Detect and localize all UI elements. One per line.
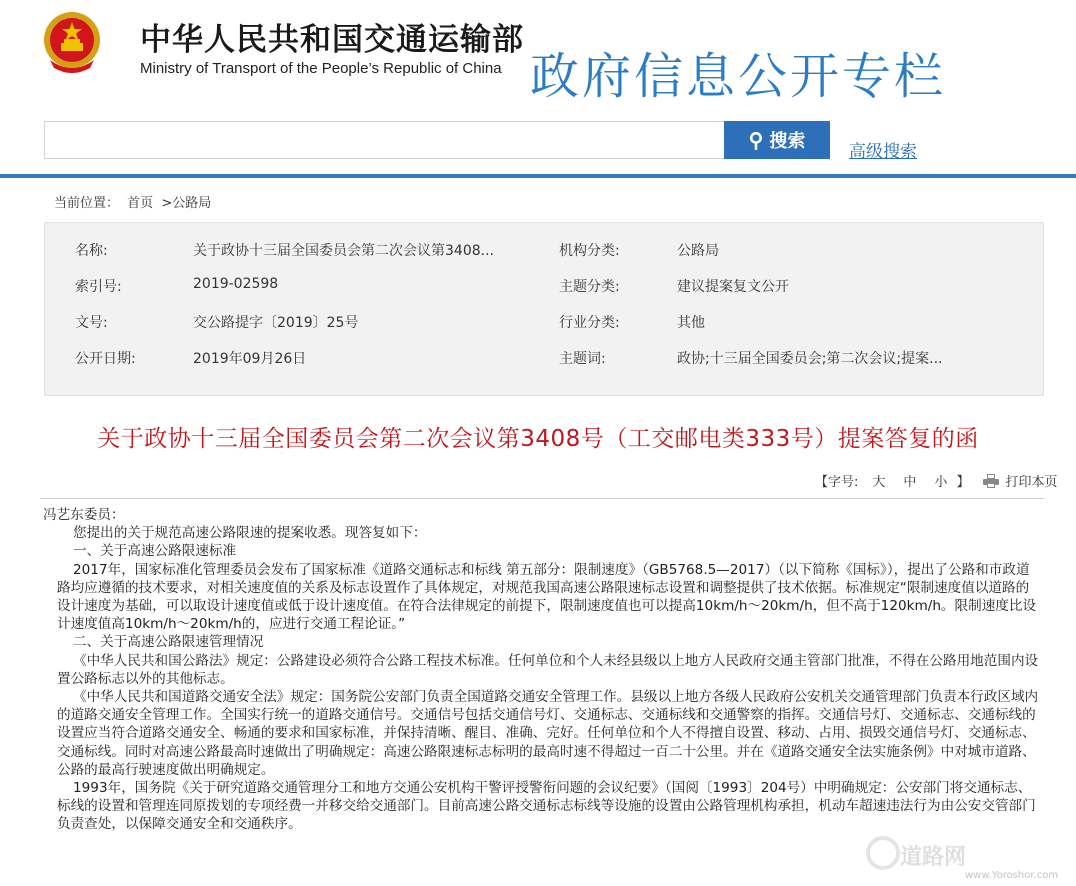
- watermark-text: 道路网: [900, 845, 967, 870]
- meta-date-label: 公开日期:: [75, 351, 136, 367]
- ministry-name-cn: 中华人民共和国交通运输部: [140, 22, 524, 58]
- meta-date-value: 2019年09月26日: [193, 351, 307, 367]
- font-size-small-button[interactable]: 小: [934, 475, 948, 490]
- meta-keywords-label: 主题词:: [559, 351, 606, 367]
- meta-topic-value: 建议提案复文公开: [677, 279, 789, 295]
- search-input[interactable]: [44, 121, 725, 159]
- meta-docno-label: 文号:: [75, 315, 108, 331]
- header-divider: [0, 174, 1076, 178]
- national-emblem-icon: [42, 10, 102, 74]
- font-size-medium-button[interactable]: 中: [903, 475, 917, 490]
- print-page-link[interactable]: 打印本页: [1005, 475, 1058, 490]
- body-paragraph: 2017年，国家标准化管理委员会发布了国家标准《道路交通标志和标线 第五部分：限制速度》（GB5768.5—2017）（以下简称《国标》），提出了公路和市政道路均应遵循的技术要求，对相关速度值的关系及标志设置作了具体规定，对规范我国高速公路限速标志设置和调整提供了技术依据。标准规定“限制速度值以道路的设计速度为基础，可以取设计速度值或低于设计速度值。在符合法律规定的前提下，限制速度值也可以提高10km/h～20km/h，但不高于120km/h。限制速度比设计速度值高10km/h～20km/h的，应进行交通工程论证。”: [57, 561, 1037, 633]
- ministry-name-en: Ministry of Transport of the People’s Republic of China: [140, 60, 502, 77]
- breadcrumb-current[interactable]: >公路局: [161, 196, 212, 211]
- meta-org-label: 机构分类:: [559, 243, 620, 259]
- meta-docno-value: 交公路提字〔2019〕25号: [193, 315, 359, 331]
- search-icon: ⚲: [748, 129, 764, 152]
- meta-topic-label: 主题分类:: [559, 279, 620, 295]
- breadcrumb: [54, 192, 215, 211]
- printer-icon[interactable]: [983, 474, 999, 488]
- advanced-search-link[interactable]: 高级搜索: [849, 142, 917, 162]
- meta-name-label: 名称:: [75, 243, 108, 259]
- search-button[interactable]: [724, 121, 830, 159]
- font-size-label: 【字号:: [815, 475, 859, 490]
- body-paragraph: 《中华人民共和国道路交通安全法》规定：国务院公安部门负责全国道路交通安全管理工作。县级以上地方各级人民政府公安机关交通管理部门负责本行政区域内的道路交通安全管理工作。全国实行统一的道路交通信号。交通信号包括交通信号灯、交通标志、交通标线和交通警察的指挥。交通信号灯、交通标志、交通标线的设置应当符合道路交通安全、畅通的要求和国家标准，并保持清晰、醒目、准确、完好。任何单位和个人不得擅自设置、移动、占用、损毁交通信号灯、交通标志、交通标线。同时对高速公路最高时速做出了明确规定：高速公路限速标志标明的最高时速不得超过一百二十公里。并在《道路交通安全法实施条例》中对城市道路、公路的最高行驶速度做出明确规定。: [57, 689, 1039, 778]
- document-title: 关于政协十三届全国委员会第二次会议第3408号（工交邮电类333号）提案答复的函: [97, 426, 979, 452]
- watermark-url: www.Yoroshor.com: [965, 870, 1059, 881]
- salutation: 冯艺东委员：: [43, 507, 125, 523]
- section-heading: 一、关于高速公路限速标准: [73, 543, 237, 560]
- document-body: [43, 506, 1040, 834]
- font-size-close: 】: [956, 475, 970, 490]
- font-size-large-button[interactable]: 大: [872, 475, 886, 490]
- meta-org-value: 公路局: [677, 243, 719, 259]
- meta-name-value: 关于政协十三届全国委员会第二次会议第3408...: [193, 243, 494, 259]
- breadcrumb-label: 当前位置：: [54, 196, 120, 211]
- meta-index-value: 2019-02598: [193, 276, 279, 292]
- watermark-logo-icon: [866, 836, 900, 870]
- meta-index-label: 索引号:: [75, 279, 122, 295]
- site-header: [0, 0, 1076, 176]
- breadcrumb-home-link[interactable]: 首页: [127, 196, 154, 211]
- portal-title: 政府信息公开专栏: [530, 48, 947, 105]
- meta-keywords-value: 政协;十三届全国委员会;第二次会议;提案...: [677, 351, 943, 367]
- search-button-label: 搜索: [769, 131, 806, 151]
- content-divider: [40, 498, 1044, 499]
- meta-industry-value: 其他: [677, 315, 705, 331]
- body-paragraph: 您提出的关于规范高速公路限速的提案收悉。现答复如下：: [73, 525, 427, 542]
- meta-industry-label: 行业分类:: [559, 315, 620, 331]
- body-paragraph: 1993年，国务院《关于研究道路交通管理分工和地方交通公安机构干警评授警衔问题的会议纪要》（国阅〔1993〕204号）中明确规定：公安部门将交通标志、标线的设置和管理连同原拨划的专项经费一并移交给交通部门。目前高速公路交通标志标线等设施的设置由公路管理机构承担，机动车超速违法行为由公安交管部门负责查处，以保障交通安全和交通秩序。: [57, 780, 1036, 833]
- page-tools: [815, 471, 1057, 490]
- section-heading: 二、关于高速公路限速管理情况: [73, 634, 264, 651]
- body-paragraph: 《中华人民共和国公路法》规定：公路建设必须符合公路工程技术标准。任何单位和个人未经县级以上地方人民政府交通主管部门批准，不得在公路用地范围内设置公路标志以外的其他标志。: [57, 652, 1039, 687]
- document-metadata-panel: [44, 222, 1044, 396]
